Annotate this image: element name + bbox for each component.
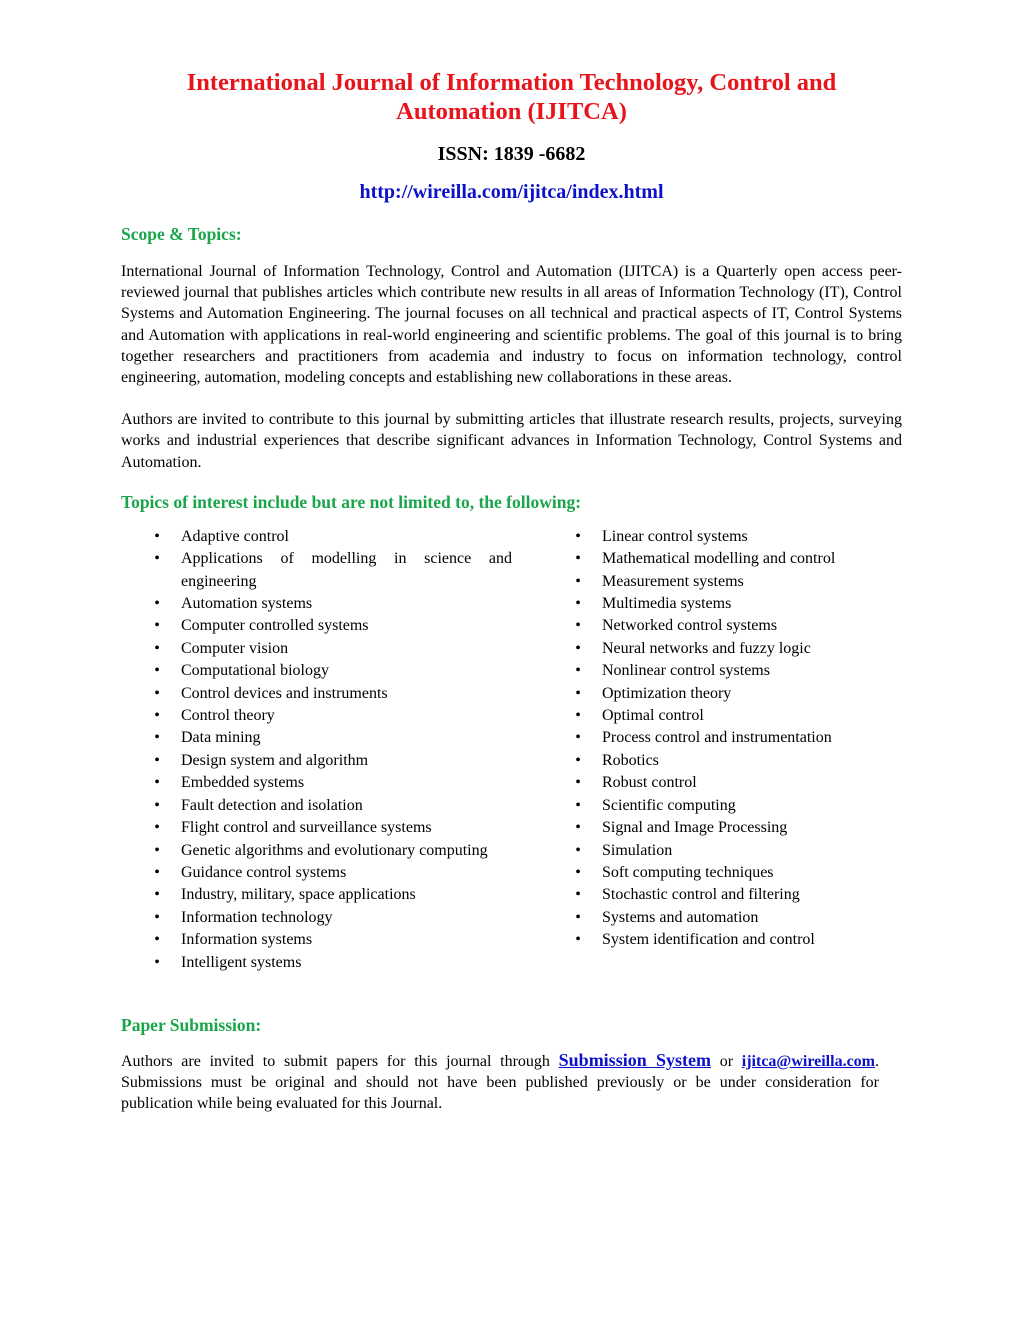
list-item <box>151 929 512 951</box>
submission-text-or: or <box>710 1052 742 1070</box>
list-item <box>572 660 872 682</box>
topic-label: Optimal control <box>602 707 704 725</box>
bullet-icon: • <box>575 572 581 590</box>
topic-label: Automation systems <box>181 595 313 613</box>
list-item <box>151 795 512 817</box>
list-item <box>572 705 872 727</box>
list-item <box>151 862 512 884</box>
list-item <box>572 907 872 929</box>
issn: ISSN: 1839 -6682 <box>437 143 586 165</box>
scope-heading: Scope & Topics: <box>121 224 242 244</box>
list-item <box>572 772 872 794</box>
journal-url-link[interactable]: http://wireilla.com/ijitca/index.html <box>359 181 664 203</box>
topics-heading: Topics of interest include but are not limited to, the following: <box>121 491 582 512</box>
scope-paragraph-2: Authors are invited to contribute to this journal by submitting articles that illustrate research results, projects, surveying works and industrial experiences that describe significant advances in Information Technology, Control Systems and Automation. <box>121 411 902 471</box>
submission-text-after: . Submissions must be original and should not have been published previously or be under consideration for publication while being evaluated for this Journal. <box>121 1052 879 1113</box>
topic-label: Information technology <box>181 908 333 926</box>
topic-label: Flight control and surveillance systems <box>181 819 432 837</box>
topic-label: Simulation <box>602 841 673 859</box>
bullet-icon: • <box>154 751 160 769</box>
list-item <box>151 660 512 682</box>
bullet-icon: • <box>575 617 581 635</box>
email-link[interactable]: ijitca@wireilla.com <box>741 1052 875 1070</box>
topics-lists <box>121 526 902 974</box>
topic-label: Stochastic control and filtering <box>602 886 800 904</box>
topic-label: Design system and algorithm <box>181 751 369 769</box>
topic-label: Nonlinear control systems <box>602 662 770 680</box>
bullet-icon: • <box>575 863 581 881</box>
list-item <box>151 884 512 906</box>
topic-label: Soft computing techniques <box>602 863 774 881</box>
bullet-icon: • <box>575 751 581 769</box>
topic-label: Robotics <box>602 751 659 769</box>
bullet-icon: • <box>575 796 581 814</box>
topic-label: Process control and instrumentation <box>602 729 832 747</box>
topic-label: Scientific computing <box>602 796 736 814</box>
topic-label: Multimedia systems <box>602 595 732 613</box>
topics-list-left <box>151 526 512 974</box>
topic-label: Control devices and instruments <box>181 684 388 702</box>
bullet-icon: • <box>154 953 160 971</box>
list-item <box>572 929 872 951</box>
submission-heading: Paper Submission: <box>121 1014 262 1035</box>
bullet-icon: • <box>575 684 581 702</box>
topic-label: Networked control systems <box>602 617 778 635</box>
bullet-icon: • <box>154 931 160 949</box>
list-item <box>151 683 512 705</box>
bullet-icon: • <box>154 819 160 837</box>
topic-label: Guidance control systems <box>181 863 347 881</box>
topic-label: Systems and automation <box>602 908 759 926</box>
list-item <box>572 638 872 660</box>
bullet-icon: • <box>154 774 160 792</box>
bullet-icon: • <box>154 639 160 657</box>
topic-label: Computer controlled systems <box>181 617 369 635</box>
topic-label: Computer vision <box>181 639 289 657</box>
list-item <box>572 571 872 593</box>
list-item <box>572 526 872 548</box>
scope-paragraph-1: International Journal of Information Technology, Control and Automation (IJITCA) is a Quarterly open access peer-reviewed journal that publishes articles which contribute new results in all areas of Information Technology (IT), Control Systems and Automation Engineering. The journal focuses on all technical and practical aspects of IT, Control Systems and Automation with applications in real-world engineering and scientific problems. The goal of this journal is to bring together researchers and practitioners from academia and industry to focus on information technology, control engineering, automation, modeling concepts and establishing new collaborations in these areas. <box>121 263 902 387</box>
topic-label: Optimization theory <box>602 684 732 702</box>
list-item <box>151 548 512 593</box>
topic-label: Genetic algorithms and evolutionary computing <box>181 841 488 859</box>
bullet-icon: • <box>154 527 160 545</box>
topic-label: Embedded systems <box>181 774 305 792</box>
bullet-icon: • <box>154 684 160 702</box>
list-item <box>572 862 872 884</box>
topic-label: Data mining <box>181 729 261 747</box>
list-item <box>151 952 512 974</box>
list-item <box>572 727 872 749</box>
list-item <box>572 750 872 772</box>
bullet-icon: • <box>154 617 160 635</box>
topic-label: Information systems <box>181 931 313 949</box>
bullet-icon: • <box>154 729 160 747</box>
topic-label: Measurement systems <box>602 572 744 590</box>
bullet-icon: • <box>154 796 160 814</box>
topic-label: Computational biology <box>181 662 329 680</box>
list-item <box>151 750 512 772</box>
submission-paragraph <box>121 1050 879 1115</box>
topic-label: Robust control <box>602 774 697 792</box>
submission-text-before: Authors are invited to submit papers for this journal through <box>121 1052 559 1070</box>
bullet-icon: • <box>575 886 581 904</box>
bullet-icon: • <box>575 707 581 725</box>
list-item <box>151 772 512 794</box>
bullet-icon: • <box>575 595 581 613</box>
submission-system-link[interactable]: Submission System <box>558 1049 711 1070</box>
topic-label: Signal and Image Processing <box>602 819 788 837</box>
list-item <box>151 817 512 839</box>
bullet-icon: • <box>575 729 581 747</box>
list-item <box>572 548 872 570</box>
bullet-icon: • <box>154 908 160 926</box>
journal-title: International Journal of Information Technology, Control and Automation (IJITCA) <box>186 69 837 125</box>
list-item <box>572 593 872 615</box>
bullet-icon: • <box>154 707 160 725</box>
bullet-icon: • <box>154 550 160 568</box>
list-item <box>572 615 872 637</box>
topic-label: Industry, military, space applications <box>181 886 416 904</box>
list-item <box>572 884 872 906</box>
list-item <box>572 840 872 862</box>
list-item <box>151 615 512 637</box>
bullet-icon: • <box>575 931 581 949</box>
bullet-icon: • <box>575 639 581 657</box>
list-item <box>151 727 512 749</box>
bullet-icon: • <box>154 886 160 904</box>
list-item <box>151 638 512 660</box>
list-item <box>151 840 512 862</box>
bullet-icon: • <box>575 662 581 680</box>
topic-label: Applications of modelling in science and engineering <box>181 550 512 590</box>
topic-label: Adaptive control <box>181 527 289 545</box>
list-item <box>151 526 512 548</box>
list-item <box>572 683 872 705</box>
bullet-icon: • <box>154 841 160 859</box>
topic-label: Mathematical modelling and control <box>602 550 836 568</box>
bullet-icon: • <box>154 662 160 680</box>
bullet-icon: • <box>154 863 160 881</box>
bullet-icon: • <box>575 819 581 837</box>
list-item <box>572 817 872 839</box>
list-item <box>151 907 512 929</box>
bullet-icon: • <box>575 841 581 859</box>
topic-label: Fault detection and isolation <box>181 796 363 814</box>
list-item <box>151 705 512 727</box>
topic-label: Intelligent systems <box>181 953 302 971</box>
topic-label: System identification and control <box>602 931 815 949</box>
topic-label: Neural networks and fuzzy logic <box>602 639 811 657</box>
list-item <box>151 593 512 615</box>
topic-label: Linear control systems <box>602 527 748 545</box>
bullet-icon: • <box>575 774 581 792</box>
bullet-icon: • <box>575 527 581 545</box>
topic-label: Control theory <box>181 707 275 725</box>
bullet-icon: • <box>575 908 581 926</box>
bullet-icon: • <box>575 550 581 568</box>
topics-list-right <box>572 526 872 974</box>
list-item <box>572 795 872 817</box>
bullet-icon: • <box>154 595 160 613</box>
